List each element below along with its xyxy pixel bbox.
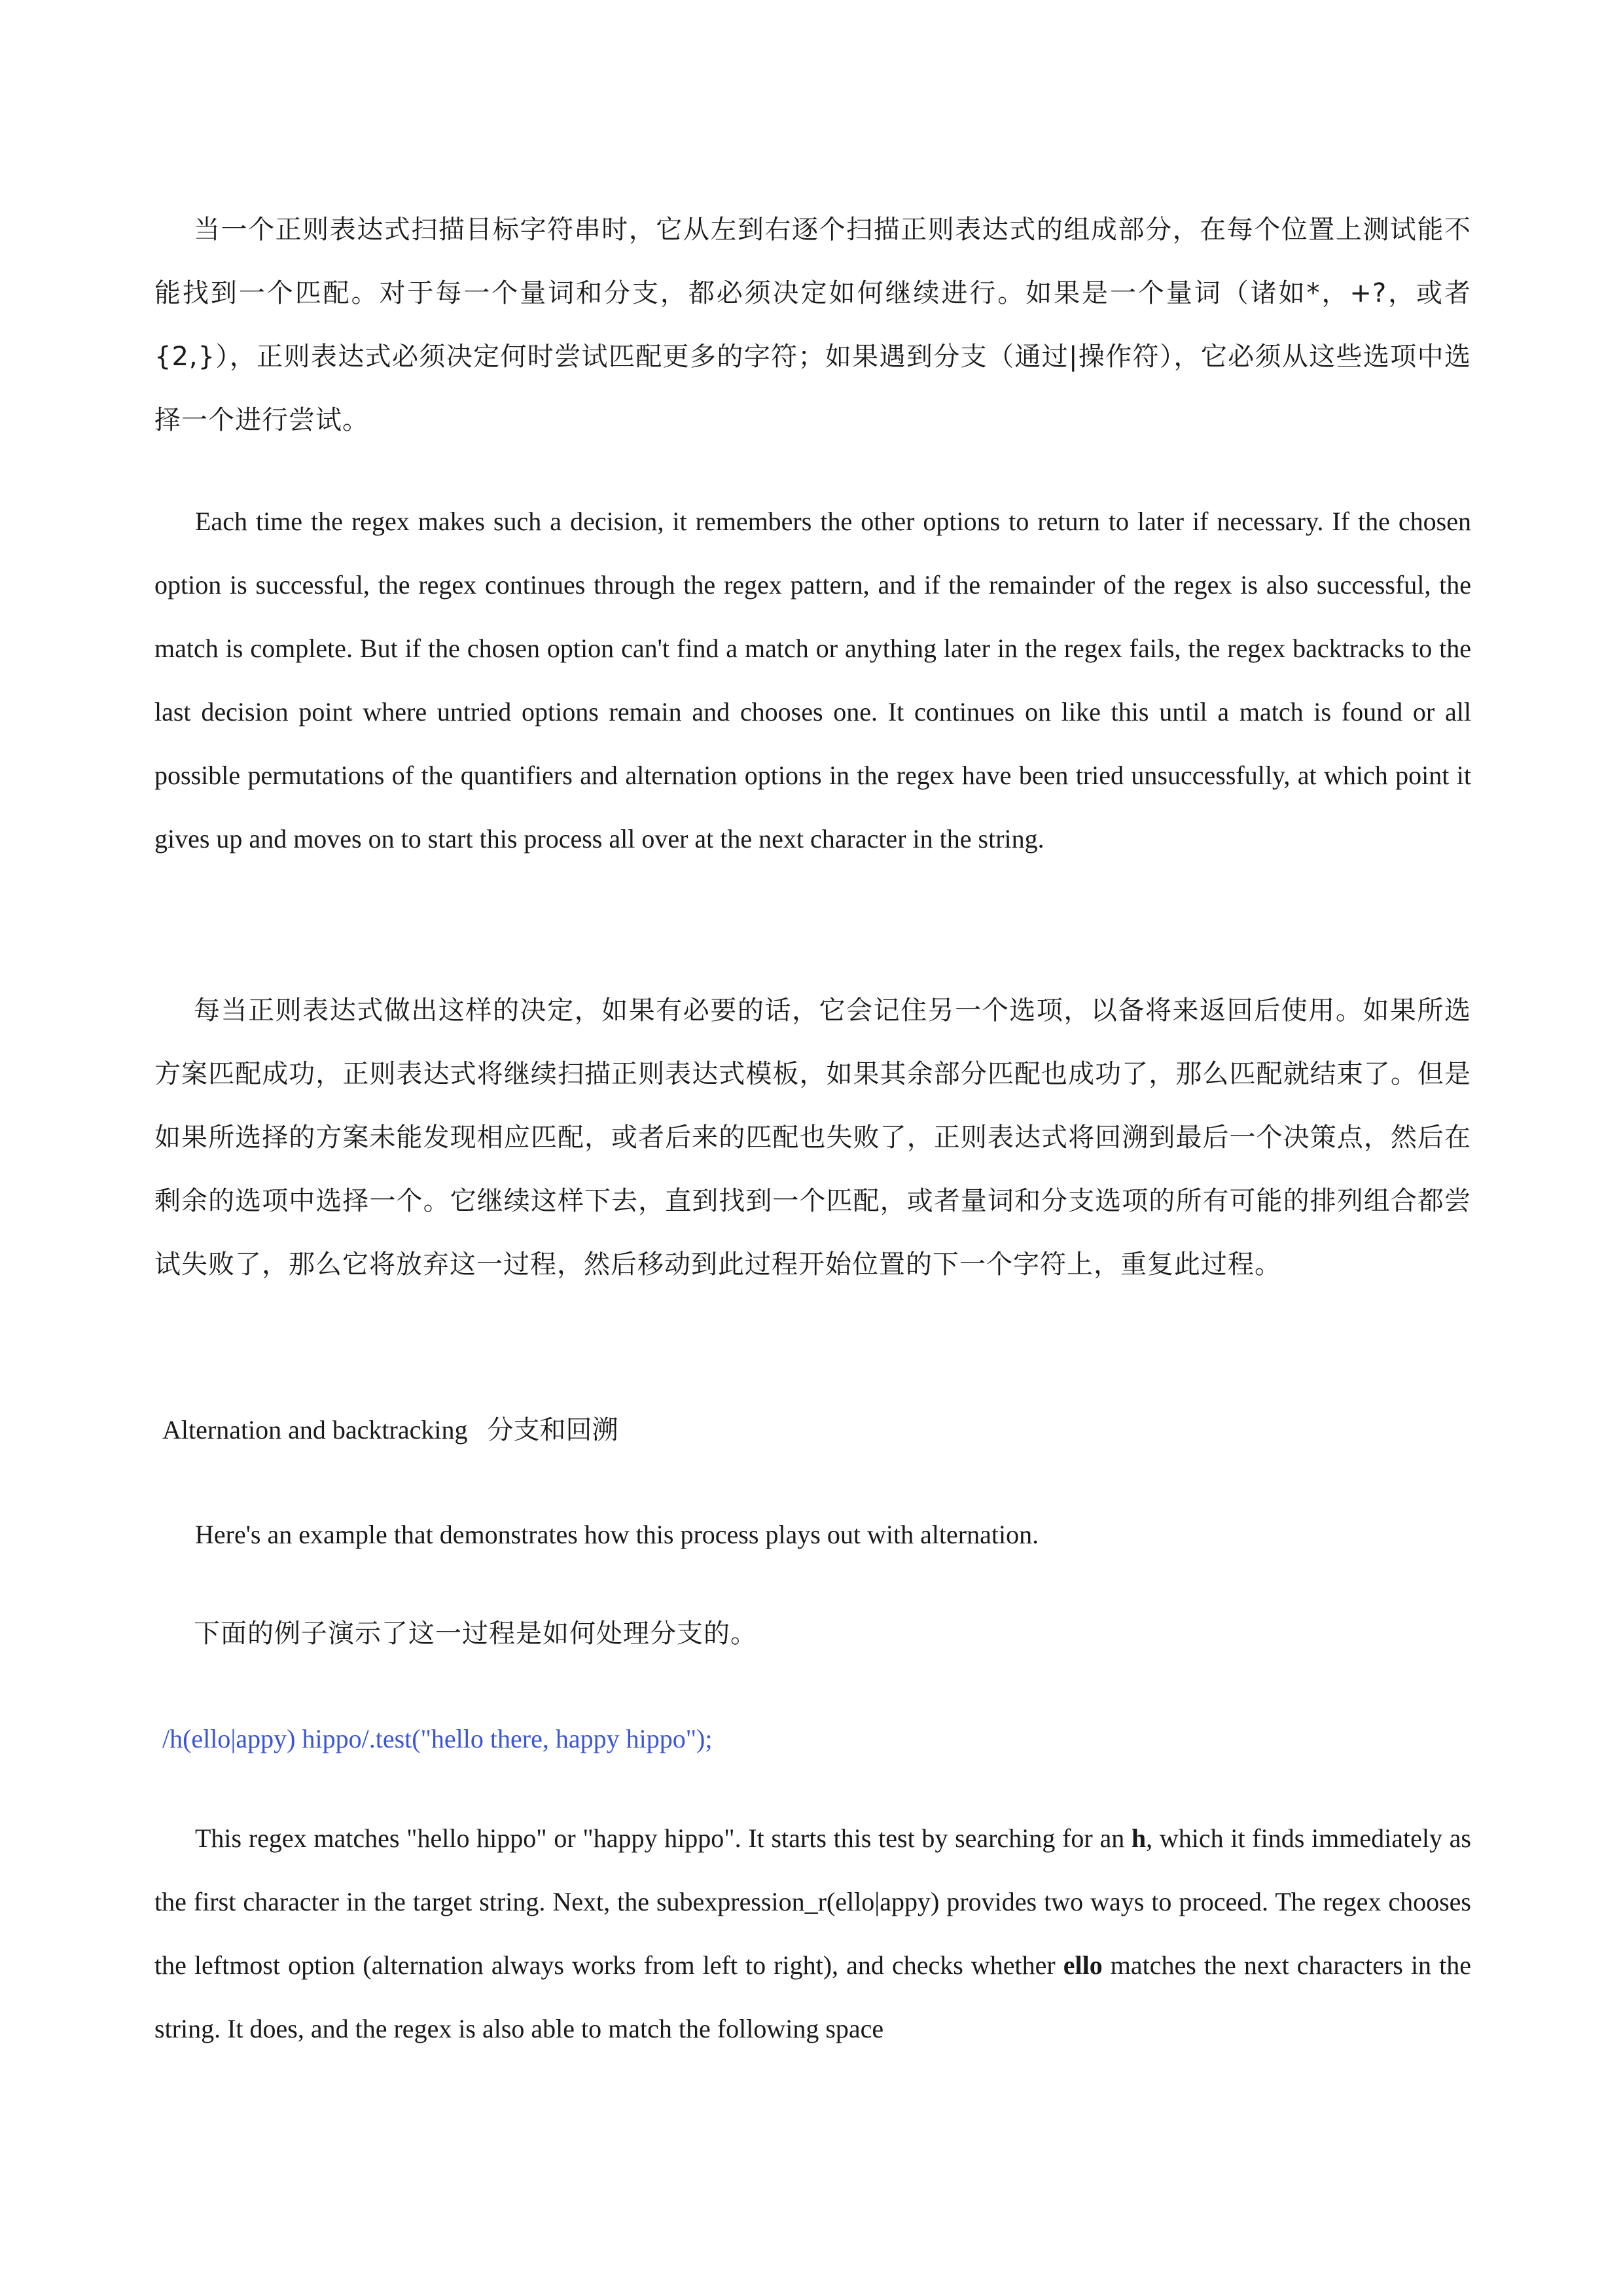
section-heading-en: Alternation and backtracking [162, 1415, 468, 1444]
section-heading-zh: 分支和回溯 [487, 1415, 618, 1445]
example-intro-en: Here's an example that demonstrates how this process plays out with alternation. [195, 1520, 1039, 1549]
explanation-text-2: , which it finds immediately as the first character in the target string. Next, the subexpression_r(ello|appy) provides two ways to proceed. The regex chooses the leftmost option (alternation always works from left to right), and checks whether [154, 1823, 1471, 1980]
paragraph-backtracking-decision-en: Each time the regex makes such a decision, it remembers the other options to return to later if necessary. If the chosen option is successful, the regex continues through the regex pattern, and if the remainder of the regex is also successful, the match is complete. But if the chosen option can't find a match or anything later in the regex fails, the regex backtracks to the last decision point where untried options remain and chooses one. It continues on like this until a match is found or all possible permutations of the quantifiers and alternation options in the regex have been tried unsuccessfully, at which point it gives up and moves on to start this process all over at the next character in the string. [154, 507, 1471, 853]
regex-code-example: /h(ello|appy) hippo/.test("hello there, happy hippo"); [162, 1724, 713, 1753]
paragraph-backtracking-intro-zh: 当一个正则表达式扫描目标字符串时，它从左到右逐个扫描正则表达式的组成部分，在每个位置上测试能不能找到一个匹配。对于每一个量词和分支，都必须决定如何继续进行。如果是一个量词（诸如*，+?，或者{2,}），正则表达式必须决定何时尝试匹配更多的字符；如果遇到分支（通过|操作符），它必须从这些选项中选择一个进行尝试。 [154, 215, 1471, 435]
paragraph-backtracking-decision-zh: 每当正则表达式做出这样的决定，如果有必要的话，它会记住另一个选项，以备将来返回后使用。如果所选方案匹配成功，正则表达式将继续扫描正则表达式模板，如果其余部分匹配也成功了，那么匹配就结束了。但是如果所选择的方案未能发现相应匹配，或者后来的匹配也失败了，正则表达式将回溯到最后一个决策点，然后在剩余的选项中选择一个。它继续这样下去，直到找到一个匹配，或者量词和分支选项的所有可能的排列组合都尝试失败了，那么它将放弃这一过程，然后移动到此过程开始位置的下一个字符上，重复此过程。 [154, 996, 1471, 1280]
explanation-text-3: matches the next characters in the string. It does, and the regex is also able to match the following space [154, 1950, 1471, 2043]
explanation-bold-ello: ello [1063, 1950, 1103, 1980]
paragraph-example-explanation [154, 1806, 1471, 2060]
explanation-bold-h: h [1131, 1823, 1147, 1853]
explanation-text-1: This regex matches "hello hippo" or "happy hippo". It starts this test by searching for an [195, 1823, 1132, 1853]
example-intro-zh: 下面的例子演示了这一过程是如何处理分支的。 [194, 1619, 757, 1649]
section-heading [162, 1398, 618, 1462]
